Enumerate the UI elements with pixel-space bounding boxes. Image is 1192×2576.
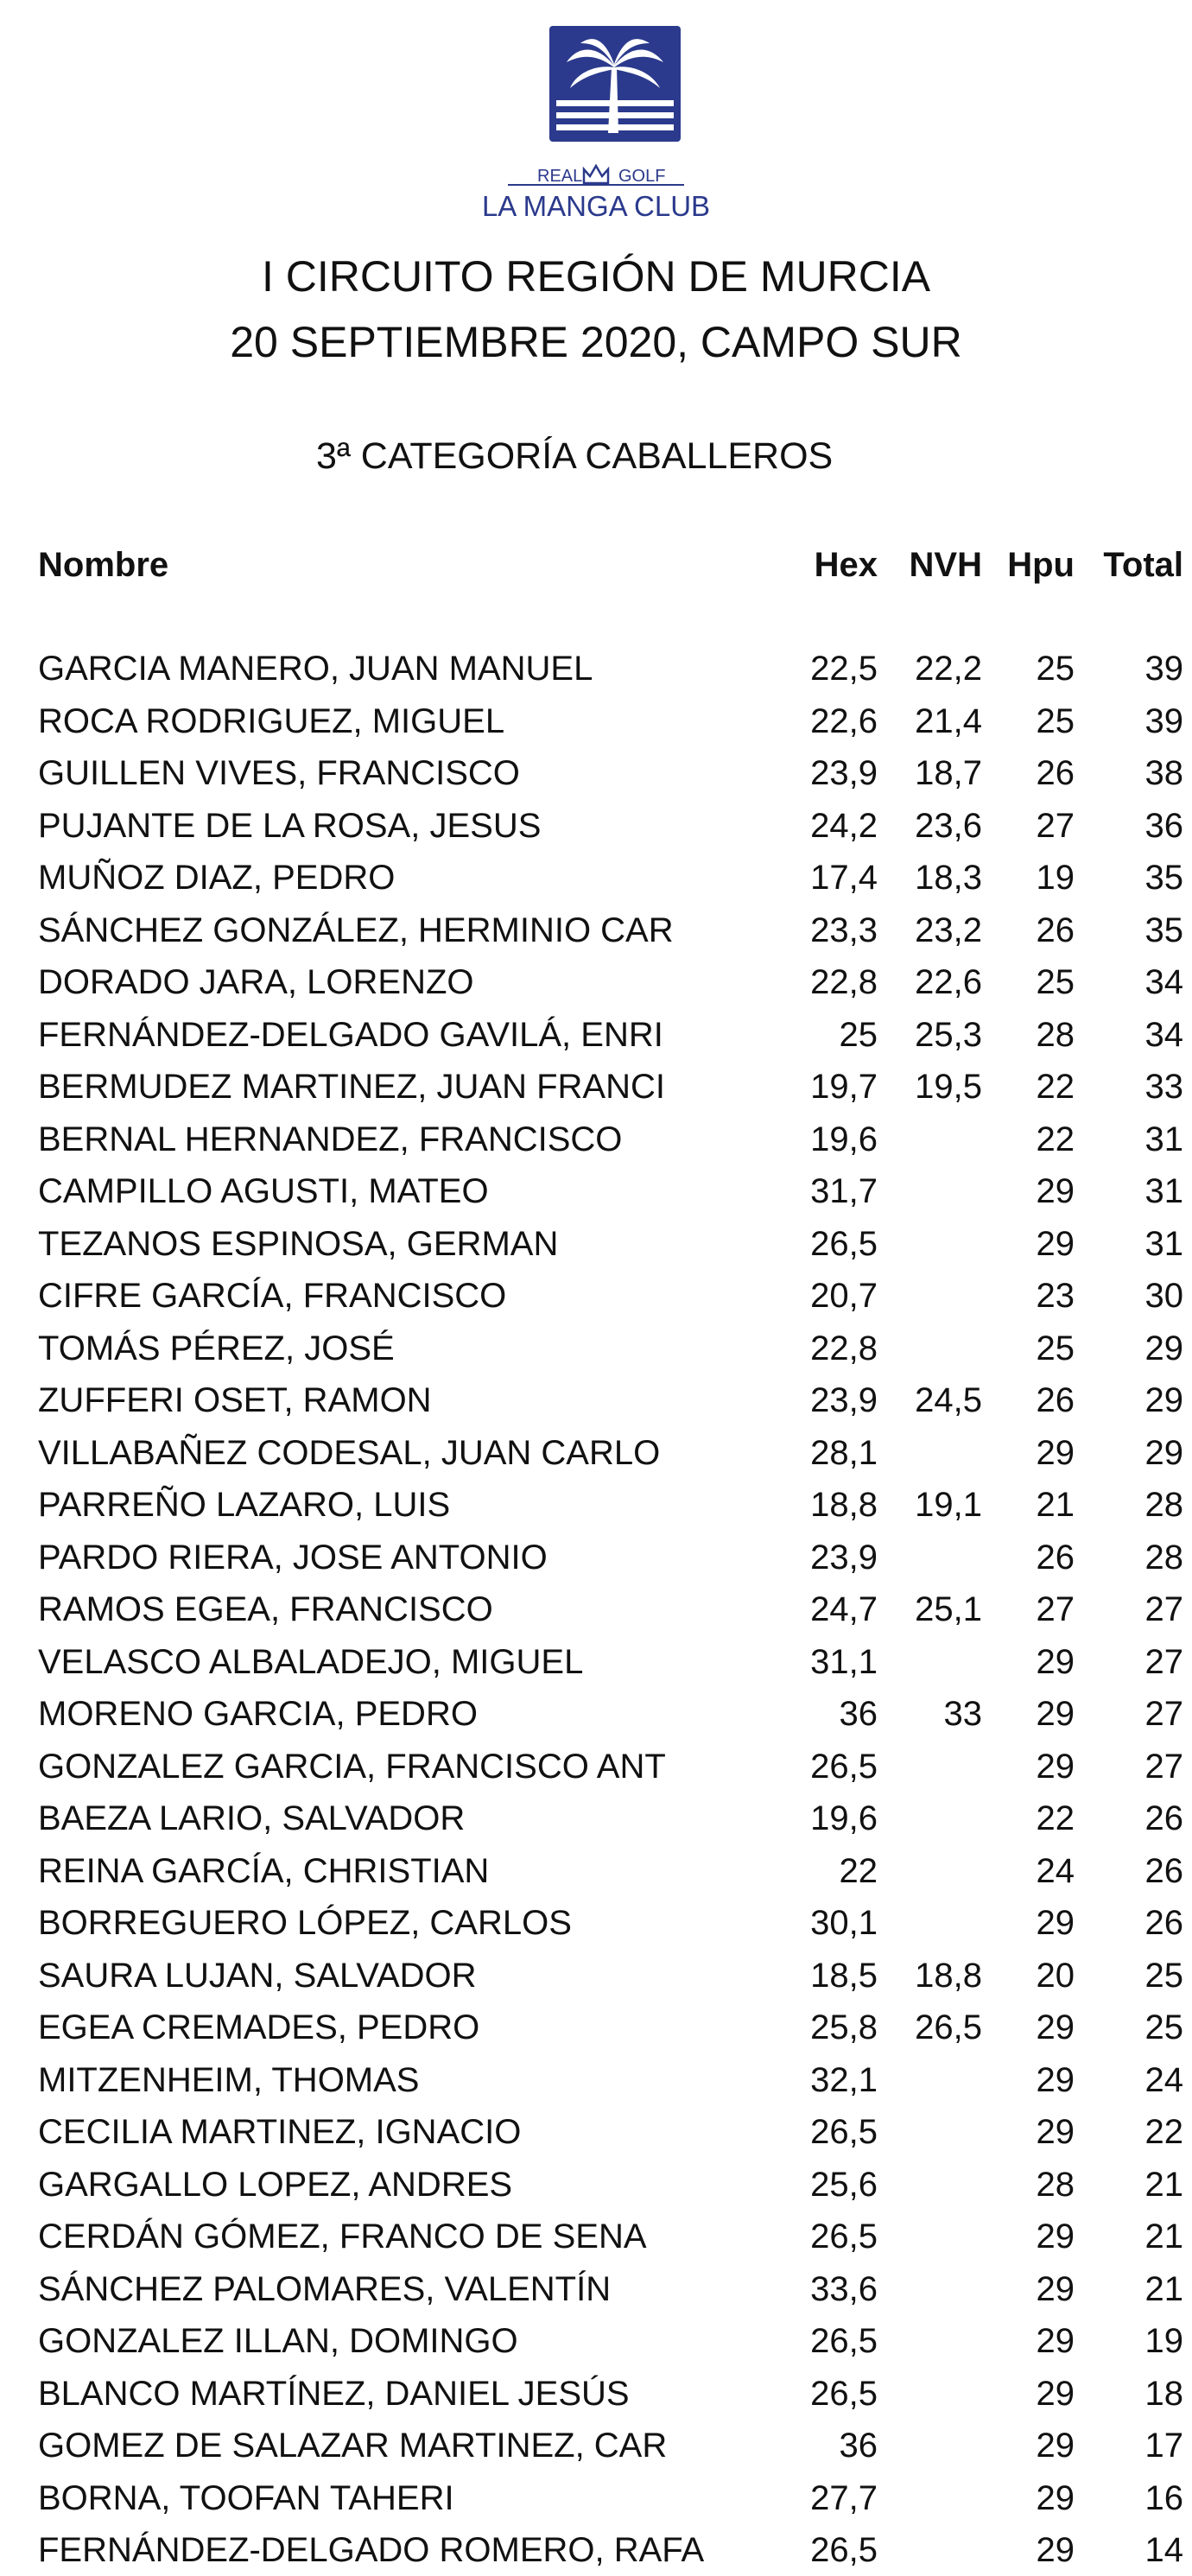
table-row [0,1479,1192,1531]
player-name: GUILLEN VIVES, FRANCISCO [38,754,520,792]
hex-value: 23,9 [810,1381,878,1419]
total-score: 39 [1144,701,1183,740]
table-row [0,2315,1192,2367]
hpu-value: 25 [1036,650,1075,688]
total-score: 28 [1144,1486,1183,1524]
total-score: 31 [1144,1224,1183,1263]
player-name: PUJANTE DE LA ROSA, JESUS [38,806,542,845]
table-header [0,539,1192,591]
hpu-value: 29 [1036,1642,1075,1681]
nvh-value: 21,4 [915,701,982,740]
player-name: CAMPILLO AGUSTI, MATEO [38,1172,489,1210]
column-header-hex: Hex [814,546,878,584]
total-score: 22 [1144,2113,1183,2151]
table-row [0,2002,1192,2053]
player-name: TEZANOS ESPINOSA, GERMAN [38,1224,559,1263]
player-name: PARREÑO LAZARO, LUIS [38,1486,451,1524]
table-row [0,1165,1192,1217]
table-row [0,1218,1192,1270]
player-name: GARGALLO LOPEZ, ANDRES [38,2165,513,2204]
hex-value: 26,5 [810,2374,878,2413]
hex-value: 23,9 [810,754,878,792]
hex-value: 22,6 [810,701,878,740]
player-name: BERMUDEZ MARTINEZ, JUAN FRANCI [38,1068,665,1106]
hex-value: 28,1 [810,1433,878,1472]
total-score: 29 [1144,1381,1183,1419]
hex-value: 22,8 [810,1329,878,1367]
total-score: 29 [1144,1329,1183,1367]
total-score: 38 [1144,754,1183,792]
nvh-value: 24,5 [915,1381,982,1419]
table-row [0,956,1192,1008]
total-score: 31 [1144,1120,1183,1158]
table-row [0,800,1192,852]
table-row [0,1688,1192,1740]
table-row [0,1061,1192,1113]
hex-value: 19,6 [810,1120,878,1158]
total-score: 21 [1144,2165,1183,2204]
hpu-value: 29 [1036,1224,1075,1263]
total-score: 35 [1144,910,1183,949]
hpu-value: 29 [1036,1695,1075,1733]
hex-value: 18,5 [810,1956,878,1995]
total-score: 27 [1144,1642,1183,1681]
table-row [0,2472,1192,2524]
category-heading: 3ª CATEGORÍA CABALLEROS [316,435,834,477]
table-row [0,2159,1192,2211]
hpu-value: 29 [1036,1904,1075,1942]
hex-value: 26,5 [810,2113,878,2151]
hex-value: 26,5 [810,1747,878,1786]
hex-value: 26,5 [810,2531,878,2569]
hpu-value: 19 [1036,859,1075,897]
hex-value: 33,6 [810,2269,878,2308]
hpu-value: 23 [1036,1277,1075,1315]
table-row [0,1270,1192,1322]
hex-value: 19,7 [810,1068,878,1106]
table-row [0,2054,1192,2106]
tournament-date: 20 SEPTIEMBRE 2020, CAMPO SUR [230,318,962,366]
column-header-nvh: NVH [909,546,982,584]
hpu-value: 26 [1036,910,1075,949]
player-name: REINA GARCÍA, CHRISTIAN [38,1851,490,1890]
hex-value: 22,5 [810,650,878,688]
player-name: SÁNCHEZ PALOMARES, VALENTÍN [38,2269,612,2308]
nvh-value: 19,1 [915,1486,982,1524]
hpu-value: 29 [1036,2478,1075,2517]
table-row [0,1741,1192,1792]
nvh-value: 18,3 [915,859,982,897]
table-row [0,695,1192,747]
hex-value: 31,7 [810,1172,878,1210]
hpu-value: 26 [1036,1381,1075,1419]
hex-value: 26,5 [810,2322,878,2360]
player-name: MORENO GARCIA, PEDRO [38,1695,478,1733]
hpu-value: 29 [1036,2060,1075,2099]
nvh-value: 18,7 [915,754,982,792]
total-score: 34 [1144,1015,1183,1054]
hpu-value: 26 [1036,1538,1075,1577]
table-row [0,1897,1192,1949]
total-score: 25 [1144,2008,1183,2046]
logo-golf: GOLF [618,167,666,186]
player-name: BORREGUERO LÓPEZ, CARLOS [38,1904,572,1942]
hex-value: 24,7 [810,1590,878,1628]
hpu-value: 29 [1036,2531,1075,2569]
total-score: 21 [1144,2218,1183,2256]
table-row [0,1374,1192,1426]
club-logo [481,24,711,228]
hpu-value: 29 [1036,2322,1075,2360]
hpu-value: 28 [1036,2165,1075,2204]
total-score: 30 [1144,1277,1183,1315]
table-row [0,2368,1192,2420]
hex-value: 22,8 [810,963,878,1001]
hex-value: 26,5 [810,2218,878,2256]
player-name: BLANCO MARTÍNEZ, DANIEL JESÚS [38,2374,630,2413]
hex-value: 31,1 [810,1642,878,1681]
hpu-value: 25 [1036,701,1075,740]
table-row [0,1114,1192,1165]
nvh-value: 26,5 [915,2008,982,2046]
table-row [0,2106,1192,2158]
hex-value: 36 [839,1695,878,1733]
player-name: GOMEZ DE SALAZAR MARTINEZ, CAR [38,2427,668,2465]
hpu-value: 29 [1036,1172,1075,1210]
total-score: 21 [1144,2269,1183,2308]
total-score: 26 [1144,1904,1183,1942]
player-name: VILLABAÑEZ CODESAL, JUAN CARLO [38,1433,661,1472]
hpu-value: 22 [1036,1120,1075,1158]
hpu-value: 20 [1036,1956,1075,1995]
hpu-value: 25 [1036,1329,1075,1367]
hpu-value: 29 [1036,2218,1075,2256]
player-name: DORADO JARA, LORENZO [38,963,474,1001]
table-row [0,2263,1192,2315]
hpu-value: 29 [1036,1433,1075,1472]
total-score: 28 [1144,1538,1183,1577]
logo-real: REAL [537,167,583,186]
total-score: 24 [1144,2060,1183,2099]
hpu-value: 29 [1036,2427,1075,2465]
hex-value: 26,5 [810,1224,878,1263]
table-row [0,1636,1192,1688]
hex-value: 36 [839,2427,878,2465]
table-row [0,747,1192,799]
hpu-value: 25 [1036,963,1075,1001]
player-name: BAEZA LARIO, SALVADOR [38,1799,466,1837]
table-row [0,1323,1192,1374]
hex-value: 25 [839,1015,878,1054]
player-name: FERNÁNDEZ-DELGADO GAVILÁ, ENRI [38,1015,663,1054]
player-name: TOMÁS PÉREZ, JOSÉ [38,1329,395,1367]
hex-value: 18,8 [810,1486,878,1524]
player-name: RAMOS EGEA, FRANCISCO [38,1590,493,1628]
hpu-value: 27 [1036,1590,1075,1628]
hpu-value: 22 [1036,1799,1075,1837]
total-score: 34 [1144,963,1183,1001]
crown-icon [584,166,608,183]
nvh-value: 25,3 [915,1015,982,1054]
total-score: 16 [1144,2478,1183,2517]
hpu-value: 29 [1036,2113,1075,2151]
hex-value: 23,3 [810,910,878,949]
table-row [0,2524,1192,2576]
total-score: 33 [1144,1068,1183,1106]
table-row [0,1532,1192,1583]
player-name: ZUFFERI OSET, RAMON [38,1381,432,1419]
player-name: ROCA RODRIGUEZ, MIGUEL [38,701,505,740]
player-name: EGEA CREMADES, PEDRO [38,2008,480,2046]
hex-value: 17,4 [810,859,878,897]
hex-value: 30,1 [810,1904,878,1942]
table-row [0,2420,1192,2471]
nvh-value: 22,2 [915,650,982,688]
hex-value: 23,9 [810,1538,878,1577]
total-score: 27 [1144,1747,1183,1786]
hex-value: 32,1 [810,2060,878,2099]
nvh-value: 23,6 [915,806,982,845]
total-score: 35 [1144,859,1183,897]
table-row [0,2211,1192,2262]
player-name: BORNA, TOOFAN TAHERI [38,2478,454,2517]
nvh-value: 25,1 [915,1590,982,1628]
hpu-value: 21 [1036,1486,1075,1524]
player-name: SAURA LUJAN, SALVADOR [38,1956,477,1995]
table-row [0,1792,1192,1844]
total-score: 31 [1144,1172,1183,1210]
hpu-value: 29 [1036,2374,1075,2413]
palm-logo-icon [481,24,711,228]
player-name: CECILIA MARTINEZ, IGNACIO [38,2113,522,2151]
hex-value: 25,8 [810,2008,878,2046]
table-row [0,1845,1192,1897]
table-row [0,643,1192,695]
column-header-total: Total [1103,546,1183,584]
hex-value: 27,7 [810,2478,878,2517]
hpu-value: 26 [1036,754,1075,792]
column-header-name: Nombre [38,546,169,584]
hpu-value: 29 [1036,2269,1075,2308]
table-row [0,1950,1192,2002]
total-score: 14 [1144,2531,1183,2569]
total-score: 27 [1144,1695,1183,1733]
nvh-value: 18,8 [915,1956,982,1995]
table-row [0,852,1192,904]
total-score: 18 [1144,2374,1183,2413]
hpu-value: 27 [1036,806,1075,845]
hex-value: 25,6 [810,2165,878,2204]
tournament-title: I CIRCUITO REGIÓN DE MURCIA [261,252,931,301]
player-name: GARCIA MANERO, JUAN MANUEL [38,650,593,688]
player-name: PARDO RIERA, JOSE ANTONIO [38,1538,548,1577]
total-score: 17 [1144,2427,1183,2465]
table-row [0,1427,1192,1479]
nvh-value: 33 [943,1695,982,1733]
hex-value: 20,7 [810,1277,878,1315]
total-score: 39 [1144,650,1183,688]
player-name: MITZENHEIM, THOMAS [38,2060,420,2099]
player-name: BERNAL HERNANDEZ, FRANCISCO [38,1120,623,1158]
hpu-value: 29 [1036,2008,1075,2046]
nvh-value: 22,6 [915,963,982,1001]
player-name: GONZALEZ GARCIA, FRANCISCO ANT [38,1747,666,1786]
player-name: CIFRE GARCÍA, FRANCISCO [38,1277,507,1315]
hpu-value: 24 [1036,1851,1075,1890]
player-name: VELASCO ALBALADEJO, MIGUEL [38,1642,584,1681]
nvh-value: 23,2 [915,910,982,949]
table-row [0,904,1192,956]
hpu-value: 29 [1036,1747,1075,1786]
player-name: MUÑOZ DIAZ, PEDRO [38,859,396,897]
hex-value: 24,2 [810,806,878,845]
player-name: CERDÁN GÓMEZ, FRANCO DE SENA [38,2218,647,2256]
player-name: FERNÁNDEZ-DELGADO ROMERO, RAFA [38,2531,705,2569]
hex-value: 22 [839,1851,878,1890]
total-score: 36 [1144,806,1183,845]
total-score: 25 [1144,1956,1183,1995]
hex-value: 19,6 [810,1799,878,1837]
hpu-value: 22 [1036,1068,1075,1106]
total-score: 29 [1144,1433,1183,1472]
table-row [0,1583,1192,1635]
total-score: 27 [1144,1590,1183,1628]
player-name: SÁNCHEZ GONZÁLEZ, HERMINIO CAR [38,910,674,949]
player-name: GONZALEZ ILLAN, DOMINGO [38,2322,518,2360]
total-score: 19 [1144,2322,1183,2360]
nvh-value: 19,5 [915,1068,982,1106]
column-header-hpu: Hpu [1007,546,1075,584]
hpu-value: 28 [1036,1015,1075,1054]
logo-club-name: LA MANGA CLUB [481,190,711,222]
total-score: 26 [1144,1851,1183,1890]
table-row [0,1009,1192,1061]
total-score: 26 [1144,1799,1183,1837]
